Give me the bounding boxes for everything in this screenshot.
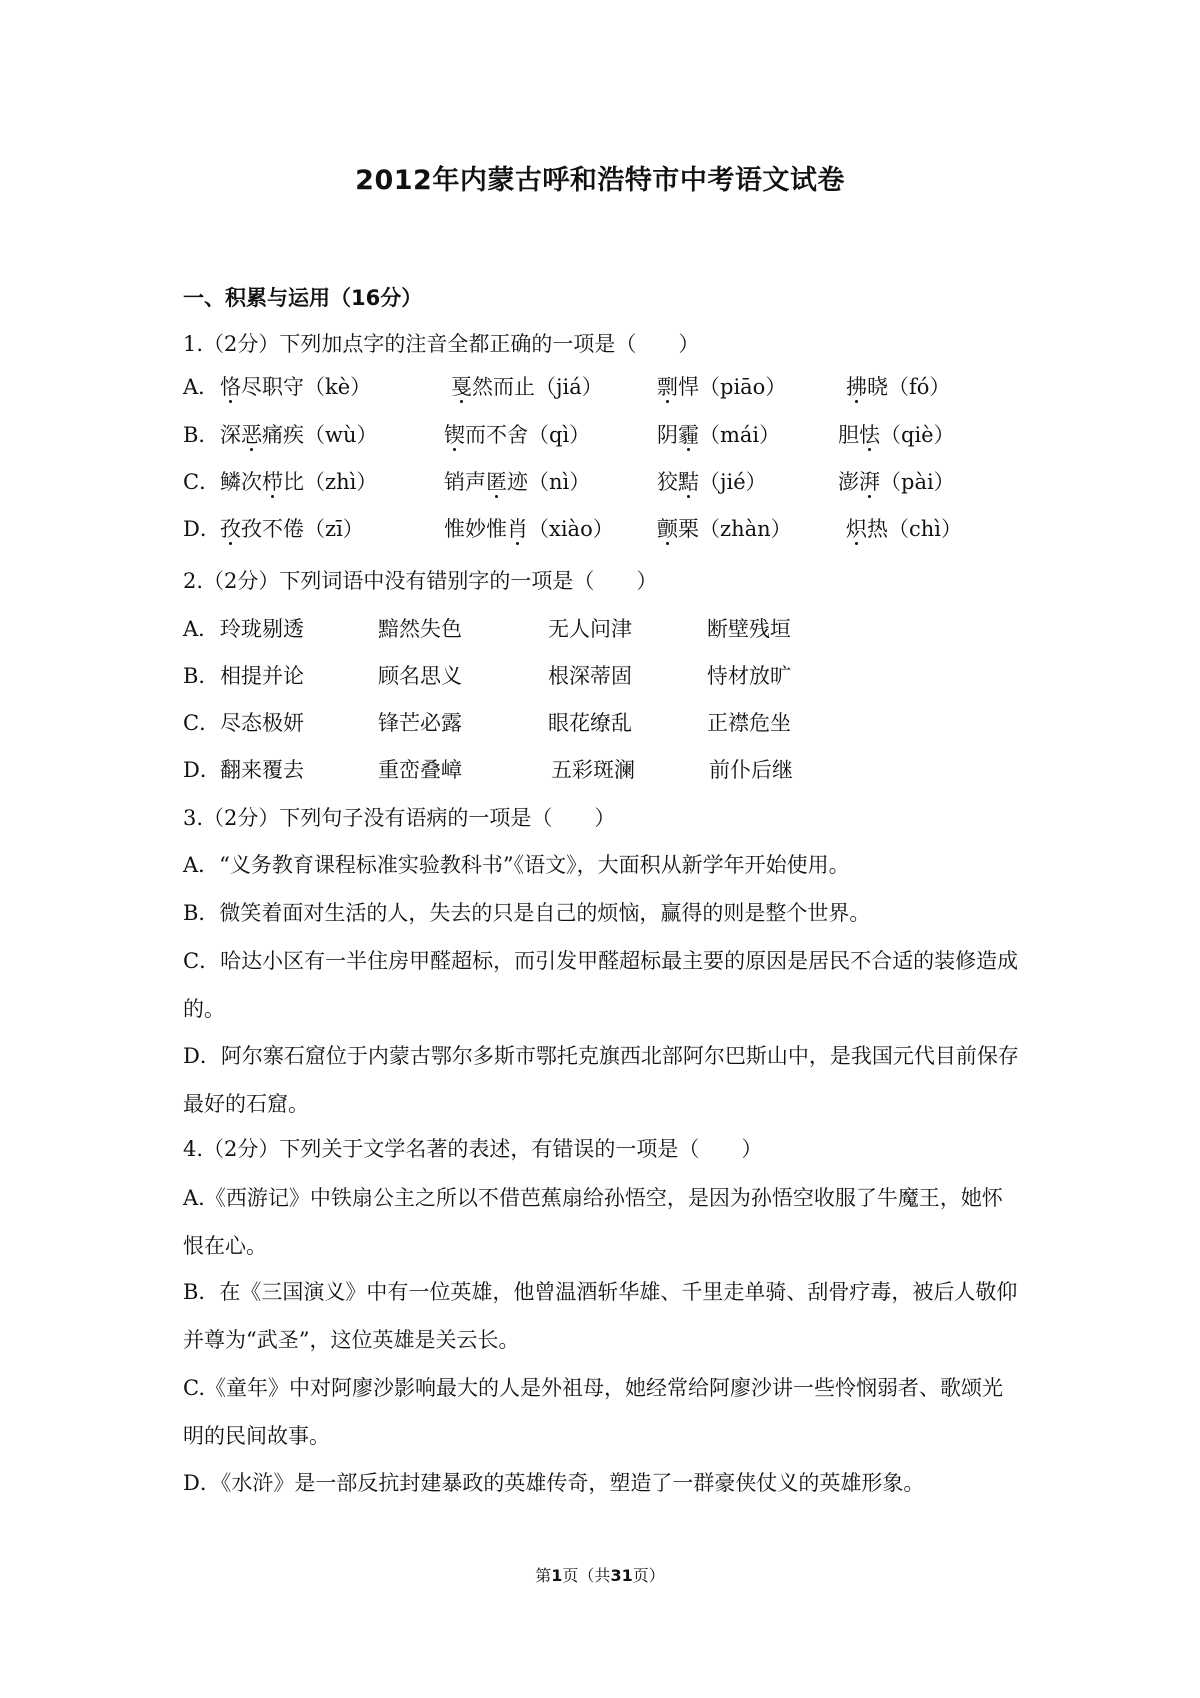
q2-option-b-word: 根深蒂固	[548, 664, 632, 688]
q2-option-c-word: 锋芒必露	[378, 711, 462, 735]
q1-option-b-item: 阴霾（mái）	[657, 423, 781, 447]
q1-option-c-letter: C．	[183, 470, 221, 494]
q1-option-a-item: 剽悍（piāo）	[657, 375, 787, 399]
q3-stem: 3.（2分）下列句子没有语病的一项是（ ）	[183, 806, 616, 830]
q2-option-a-word: 无人问津	[548, 617, 632, 641]
q4-stem: 4.（2分）下列关于文学名著的表述，有错误的一项是（ ）	[183, 1137, 763, 1161]
q1-option-d-item: 孜孜不倦（zī）	[220, 517, 364, 541]
q1-option-d-letter: D．	[183, 517, 221, 541]
page-title: 2012年内蒙古呼和浩特市中考语文试卷	[355, 165, 845, 196]
q2-option-b-word: 恃材放旷	[707, 664, 791, 688]
q1-stem: 1.（2分）下列加点字的注音全都正确的一项是（ ）	[183, 332, 700, 356]
section-heading: 一、积累与运用（16分）	[183, 286, 423, 310]
q4-option-a: A.《西游记》中铁扇公主之所以不借芭蕉扇给孙悟空，是因为孙悟空收服了牛魔王，她怀恨在心。	[183, 1186, 1003, 1258]
q2-option-a-word: 玲珑剔透	[220, 617, 304, 641]
q2-option-b-letter: B．	[183, 664, 220, 688]
q2-option-b-word: 相提并论	[220, 664, 304, 688]
q2-option-c-letter: C．	[183, 711, 221, 735]
q3-option-d: D．阿尔寨石窟位于内蒙古鄂尔多斯市鄂托克旗西北部阿尔巴斯山中，是我国元代目前保存最好的石窟。	[183, 1044, 1019, 1116]
q3-option-b: B．微笑着面对生活的人，失去的只是自己的烦恼，赢得的则是整个世界。	[183, 901, 871, 925]
page-footer: 第1页（共31页）	[535, 1566, 665, 1585]
q2-option-b-word: 顾名思义	[378, 664, 462, 688]
q1-option-b-letter: B．	[183, 423, 220, 447]
q1-option-c-item: 狡黠（jié）	[657, 470, 767, 494]
q1-option-a-item: 拂晓（fó）	[846, 375, 951, 399]
q1-option-d-item: 炽热（chì）	[846, 517, 963, 541]
page-total: 31	[610, 1566, 633, 1585]
q4-option-c: C.《童年》中对阿廖沙影响最大的人是外祖母，她经常给阿廖沙讲一些怜悯弱者、歌颂光明的民间故事。	[183, 1376, 1003, 1448]
q2-option-c-word: 尽态极妍	[220, 711, 304, 735]
q1-option-a-item: 恪尽职守（kè）	[220, 375, 372, 399]
q1-option-d-item: 惟妙惟肖（xiào）	[444, 517, 614, 541]
q1-option-a-item: 戛然而止（jiá）	[451, 375, 603, 399]
q2-option-a-letter: A．	[183, 617, 220, 641]
q2-stem: 2.（2分）下列词语中没有错别字的一项是（ ）	[183, 569, 658, 593]
q1-option-b-item: 胆怯（qiè）	[838, 423, 955, 447]
q1-option-b-item: 锲而不舍（qì）	[444, 423, 591, 447]
q2-option-d-word: 重峦叠嶂	[378, 758, 462, 782]
q2-option-a-word: 黯然失色	[378, 617, 462, 641]
q1-option-b-item: 深恶痛疾（wù）	[220, 423, 378, 447]
page-number: 1	[551, 1566, 563, 1585]
q4-option-d: D．《水浒》是一部反抗封建暴政的英雄传奇，塑造了一群豪侠仗义的英雄形象。	[183, 1471, 925, 1495]
q2-option-d-letter: D．	[183, 758, 221, 782]
q2-option-c-word: 眼花缭乱	[548, 711, 632, 735]
q4-option-b: B．在《三国演义》中有一位英雄，他曾温酒斩华雄、千里走单骑、刮骨疗毒，被后人敬仰并尊为“武圣”，这位英雄是关云长。	[183, 1280, 1018, 1352]
q3-option-c: C．哈达小区有一半住房甲醛超标，而引发甲醛超标最主要的原因是居民不合适的装修造成的。	[183, 949, 1019, 1021]
q1-option-a-letter: A．	[183, 375, 220, 399]
q1-option-c-item: 销声匿迹（nì）	[444, 470, 591, 494]
q3-option-a: A．“义务教育课程标准实验教科书”《语文》，大面积从新学年开始使用。	[183, 853, 850, 877]
q2-option-d-word: 翻来覆去	[220, 758, 304, 782]
q2-option-d-word: 五彩斑澜	[551, 758, 635, 782]
q1-option-d-item: 颤栗（zhàn）	[657, 517, 792, 541]
q1-option-c-item: 澎湃（pài）	[838, 470, 955, 494]
q1-option-c-item: 鳞次栉比（zhì）	[220, 470, 378, 494]
q2-option-a-word: 断壁残垣	[707, 617, 791, 641]
q2-option-c-word: 正襟危坐	[707, 711, 791, 735]
q2-option-d-word: 前仆后继	[709, 758, 793, 782]
